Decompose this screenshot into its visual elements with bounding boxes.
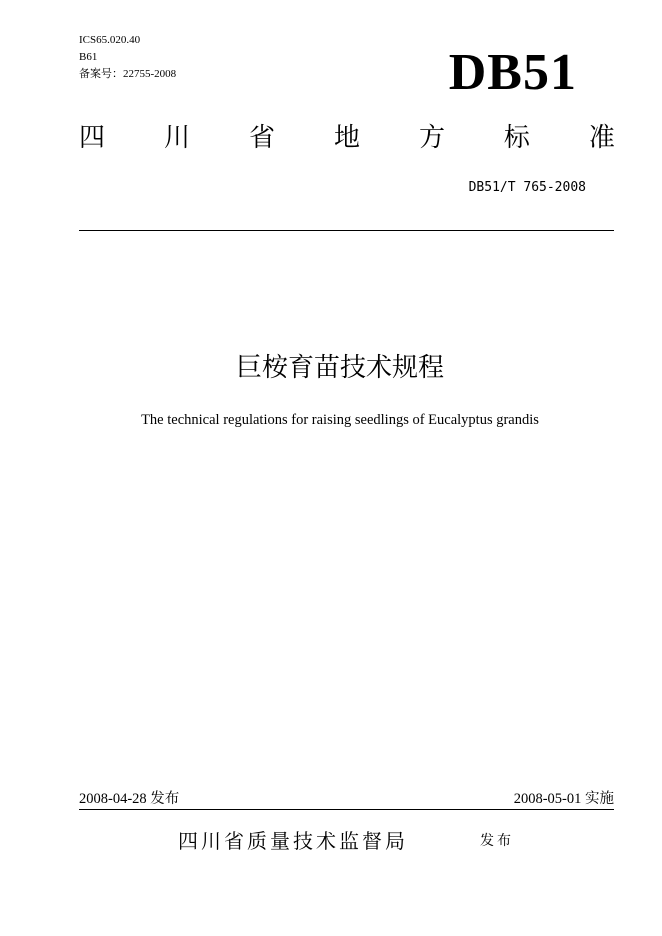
classification-code: B61	[79, 51, 98, 63]
header-divider	[79, 230, 614, 231]
issue-date: 2008-04-28 发布	[79, 791, 180, 807]
org-title-char: 准	[588, 123, 615, 153]
org-title-char: 川	[163, 123, 190, 153]
footer-divider	[79, 809, 614, 810]
document-title-english: The technical regulations for raising seedlings of Eucalyptus grandis	[141, 412, 539, 428]
issuing-authority: 四川省质量技术监督局	[178, 829, 408, 853]
org-title-char: 方	[418, 123, 445, 153]
organization-title	[79, 121, 615, 155]
org-title-char: 省	[248, 123, 275, 153]
org-title-char: 地	[333, 123, 360, 153]
org-title-char: 四	[79, 123, 106, 153]
org-title-char: 标	[503, 123, 530, 153]
document-title-chinese: 巨桉育苗技术规程	[235, 353, 444, 383]
ics-code: ICS65.020.40	[79, 34, 141, 46]
standard-logo: DB51	[448, 44, 577, 101]
effective-date: 2008-05-01 实施	[513, 791, 614, 807]
issuing-authority-suffix: 发布	[480, 833, 514, 849]
registration-number: 备案号：22755-2008	[79, 68, 177, 80]
standard-number: DB51/T 765-2008	[468, 180, 586, 195]
